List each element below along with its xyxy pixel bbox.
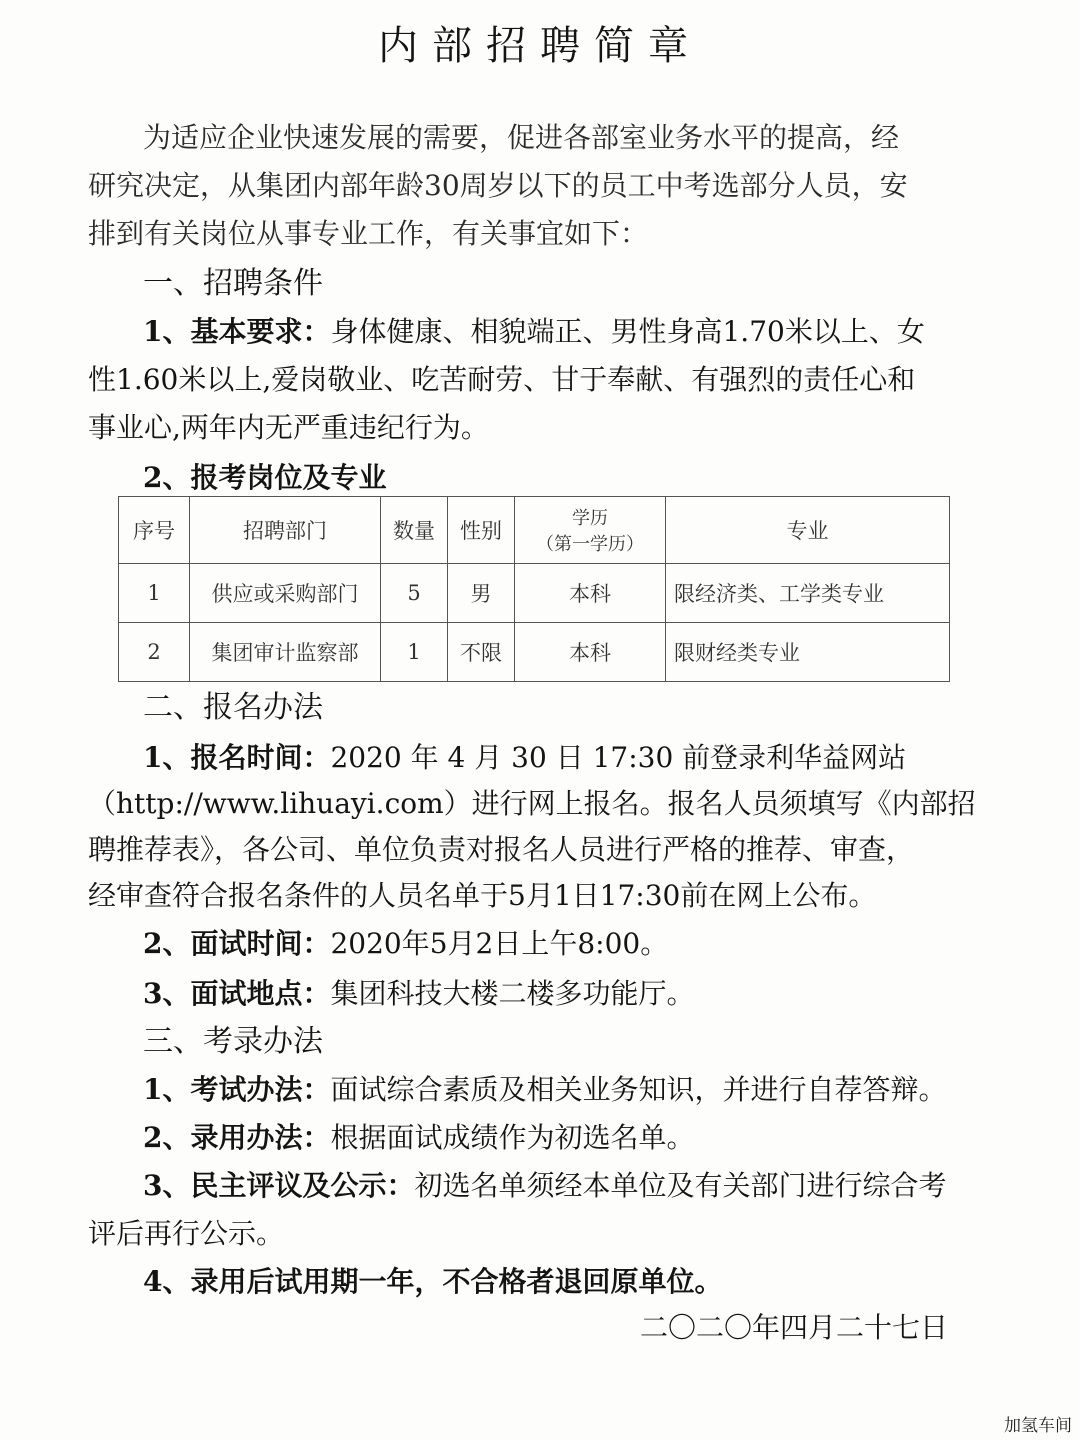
cell-gender: 男	[448, 564, 515, 623]
exam-method-line	[143, 1070, 947, 1110]
positions-heading: 2、报考岗位及专业	[143, 461, 387, 494]
watermark: 加氢车间	[1004, 1416, 1072, 1436]
positions-table	[118, 496, 950, 682]
registration-time-line-4: 经审查符合报名条件的人员名单于5月1日17:30前在网上公布。	[88, 879, 877, 912]
section1-heading: 一、招聘条件	[143, 266, 323, 301]
registration-time-text-1: 2020 年 4 月 30 日 17:30 前登录利华益网站	[330, 741, 907, 774]
table-row	[119, 564, 950, 623]
registration-time-line-3: 聘推荐表》，各公司、单位负责对报名人员进行严格的推荐、审查，	[88, 833, 915, 866]
cell-major: 限经济类、工学类专业	[666, 564, 950, 623]
hire-method-label: 2、录用办法：	[143, 1121, 331, 1154]
header-gender: 性别	[448, 497, 515, 564]
hire-method-text: 根据面试成绩作为初选名单。	[330, 1121, 695, 1154]
intro-line-2: 研究决定，从集团内部年龄30周岁以下的员工中考选部分人员，安	[88, 169, 908, 202]
cell-education: 本科	[515, 564, 666, 623]
exam-method-label: 1、考试办法：	[143, 1073, 331, 1106]
header-education	[515, 497, 666, 564]
interview-place-text: 集团科技大楼二楼多功能厅。	[330, 977, 695, 1010]
cell-quantity: 1	[381, 623, 448, 682]
cell-index: 1	[119, 564, 190, 623]
cell-index: 2	[119, 623, 190, 682]
header-major: 专业	[666, 497, 950, 564]
header-department: 招聘部门	[190, 497, 381, 564]
interview-time-line	[143, 924, 668, 964]
exam-method-text: 面试综合素质及相关业务知识，并进行自荐答辩。	[330, 1073, 947, 1106]
header-index: 序号	[119, 497, 190, 564]
interview-time-text: 2020年5月2日上午8:00。	[330, 927, 669, 960]
review-line-1	[143, 1166, 947, 1206]
cell-major: 限财经类专业	[666, 623, 950, 682]
cell-quantity: 5	[381, 564, 448, 623]
cell-education: 本科	[515, 623, 666, 682]
review-line-2: 评后再行公示。	[88, 1217, 285, 1250]
header-education-label: 学历	[572, 508, 608, 529]
basic-requirements-line-3: 事业心,两年内无严重违纪行为。	[88, 411, 489, 444]
document-title: 内部招聘简章	[378, 23, 702, 69]
issue-date: 二〇二〇年四月二十七日	[640, 1311, 949, 1344]
registration-time-line-2: （http://www.lihuayi.com）进行网上报名。报名人员须填写《内部招	[88, 787, 976, 820]
review-label: 3、民主评议及公示：	[143, 1169, 415, 1202]
interview-place-label: 3、面试地点：	[143, 977, 331, 1010]
section2-heading: 二、报名办法	[143, 690, 323, 725]
basic-requirements-line-1	[143, 312, 925, 352]
cell-department: 集团审计监察部	[190, 623, 381, 682]
cell-department: 供应或采购部门	[190, 564, 381, 623]
basic-requirements-label: 1、基本要求：	[143, 315, 331, 348]
hire-method-line	[143, 1118, 695, 1158]
table-header-row	[119, 497, 950, 564]
interview-place-line	[143, 974, 695, 1014]
registration-time-line-1	[143, 738, 906, 778]
intro-line-1: 为适应企业快速发展的需要，促进各部室业务水平的提高，经	[143, 121, 900, 154]
table-row	[119, 623, 950, 682]
header-quantity: 数量	[381, 497, 448, 564]
basic-requirements-line-2: 性1.60米以上,爱岗敬业、吃苦耐劳、甘于奉献、有强烈的责任心和	[88, 363, 916, 396]
intro-line-3: 排到有关岗位从事专业工作，有关事宜如下：	[88, 217, 649, 250]
basic-requirements-text-1: 身体健康、相貌端正、男性身高1.70米以上、女	[330, 315, 925, 348]
header-education-note: （第一学历）	[536, 534, 644, 555]
registration-time-label: 1、报名时间：	[143, 741, 331, 774]
probation-line: 4、录用后试用期一年，不合格者退回原单位。	[143, 1265, 723, 1298]
review-text-1: 初选名单须经本单位及有关部门进行综合考	[414, 1169, 947, 1202]
cell-gender: 不限	[448, 623, 515, 682]
section3-heading: 三、考录办法	[143, 1024, 323, 1059]
interview-time-label: 2、面试时间：	[143, 927, 331, 960]
